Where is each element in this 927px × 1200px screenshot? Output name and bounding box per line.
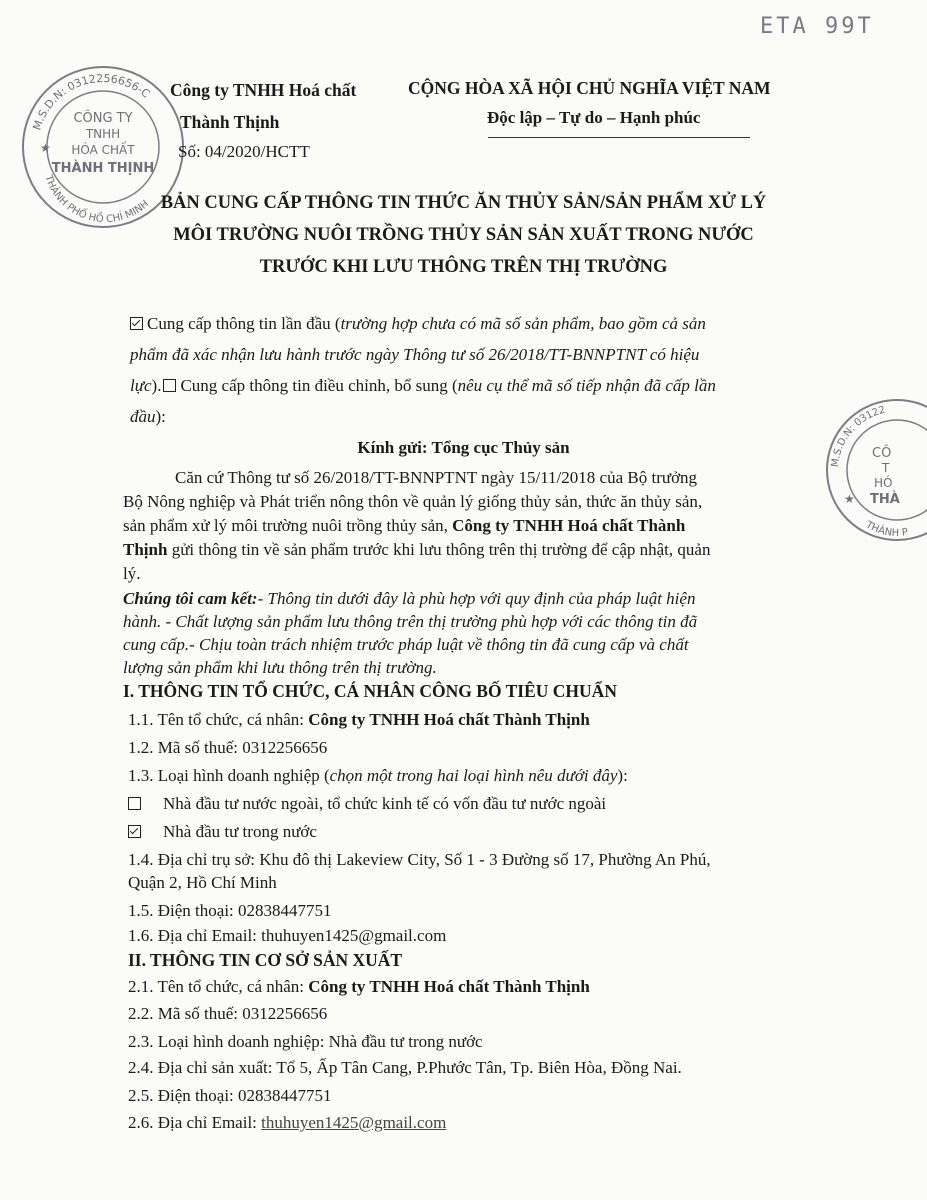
stamp-right-bottom-arc: THÀNH P	[863, 519, 909, 539]
stamp-left-top-arc: M.S.D.N: 0312256656-C	[30, 71, 153, 132]
section2-email-link[interactable]: thuhuyen1425@gmail.com	[261, 1113, 447, 1132]
stamp-left-star-icon: ★	[40, 141, 51, 155]
checkbox-empty-icon[interactable]	[163, 379, 176, 392]
section1-address-line1: 1.4. Địa chỉ trụ sở: Khu đô thị Lakeview City, Số 1 - 3 Đường số 17, Phường An Phú,	[128, 850, 711, 869]
national-motto: Độc lập – Tự do – Hạnh phúc	[487, 108, 701, 127]
stamp-left-line4: THÀNH THỊNH	[51, 161, 155, 176]
motto-underline	[488, 137, 750, 138]
stamp-right-line1: CÔ	[872, 446, 892, 461]
option-update-cont: đầu):	[130, 407, 166, 426]
option-first-time: Cung cấp thông tin lần đầu (trường hợp chưa có mã số sản phẩm, bao gồm cả sản	[130, 314, 706, 334]
document-title-line2: MÔI TRƯỜNG NUÔI TRỒNG THỦY SẢN SẢN XUẤT TRONG NƯỚC	[173, 225, 754, 245]
stamp-right-star-icon: ★	[844, 492, 855, 506]
body-line2: Bộ Nông nghiệp và Phát triển nông thôn về quản lý giống thủy sản, thức ăn thủy sản,	[123, 492, 703, 511]
section1-heading: I. THÔNG TIN TỔ CHỨC, CÁ NHÂN CÔNG BỐ TIÊU CHUẨN	[123, 681, 617, 701]
checkbox-empty-icon[interactable]	[128, 797, 141, 810]
commitment-line2: hành. - Chất lượng sản phẩm lưu thông trên thị trường phù hợp với các thông tin đã	[123, 612, 698, 631]
body-line5: lý.	[123, 564, 141, 583]
salutation: Kính gửi: Tổng cục Thủy sản	[357, 438, 570, 457]
body-line1: Căn cứ Thông tư số 26/2018/TT-BNNPTNT ngày 15/11/2018 của Bộ trưởng	[175, 468, 698, 487]
option-first-time-cont: phẩm đã xác nhận lưu hành trước ngày Thông tư số 26/2018/TT-BNNPTNT có hiệu	[130, 345, 700, 364]
checkbox-checked-icon[interactable]	[128, 825, 141, 838]
option-update: lực). Cung cấp thông tin điều chỉnh, bổ sung (nêu cụ thể mã số tiếp nhận đã cấp lần	[130, 376, 716, 395]
stamp-left-line2: TNHH	[85, 127, 121, 141]
section1-tax-code: 1.2. Mã số thuế: 0312256656	[128, 738, 328, 757]
section2-email: 2.6. Địa chỉ Email: thuhuyen1425@gmail.com	[128, 1113, 447, 1132]
stamp-left-line1: CÔNG TY	[73, 111, 133, 126]
section1-phone: 1.5. Điện thoại: 02838447751	[128, 901, 332, 920]
section2-business-type: 2.3. Loại hình doanh nghiệp: Nhà đầu tư trong nước	[128, 1032, 483, 1051]
commitment-line3: cung cấp.- Chịu toàn trách nhiệm trước pháp luật về thông tin đã cung cấp và chất	[123, 635, 689, 654]
republic-title: CỘNG HÒA XÃ HỘI CHỦ NGHĨA VIỆT NAM	[408, 78, 771, 98]
body-line3: sản phẩm xử lý môi trường nuôi trồng thủy sản, Công ty TNHH Hoá chất Thành	[123, 516, 686, 535]
company-name-line2: Thành Thịnh	[180, 112, 280, 132]
section1-address-line2: Quận 2, Hồ Chí Minh	[128, 873, 277, 892]
section1-type-domestic: Nhà đầu tư trong nước	[128, 822, 317, 842]
stamp-seal-graphic	[822, 395, 927, 545]
svg-text:THÀNH P	[863, 519, 909, 539]
document-title-line1: BẢN CUNG CẤP THÔNG TIN THỨC ĂN THỦY SẢN/SẢN PHẨM XỬ LÝ	[160, 193, 767, 213]
section1-email: 1.6. Địa chỉ Email: thuhuyen1425@gmail.com	[128, 926, 447, 945]
section1-business-type: 1.3. Loại hình doanh nghiệp (chọn một trong hai loại hình nêu dưới đây):	[128, 766, 628, 785]
section2-phone: 2.5. Điện thoại: 02838447751	[128, 1086, 332, 1105]
handwritten-code: ETA 99T	[760, 14, 874, 39]
section1-type-foreign: Nhà đầu tư nước ngoài, tổ chức kinh tế có vốn đầu tư nước ngoài	[128, 794, 606, 814]
section1-org-name: 1.1. Tên tổ chức, cá nhân: Công ty TNHH Hoá chất Thành Thịnh	[128, 710, 590, 729]
stamp-right-top-arc: M.S.D.N: 03122	[829, 404, 887, 468]
company-stamp-right	[822, 395, 927, 545]
commitment-line4: lượng sản phẩm khi lưu thông trên thị trường.	[123, 658, 437, 677]
company-name-line1: Công ty TNHH Hoá chất	[170, 80, 357, 100]
stamp-right-line4: THÀ	[870, 492, 900, 507]
document-number: Số: 04/2020/HCTT	[178, 142, 310, 161]
stamp-left-line3: HÓA CHẤT	[71, 143, 135, 157]
section2-heading: II. THÔNG TIN CƠ SỞ SẢN XUẤT	[128, 950, 403, 970]
section2-address: 2.4. Địa chỉ sản xuất: Tổ 5, Ấp Tân Cang, P.Phước Tân, Tp. Biên Hòa, Đồng Nai.	[128, 1058, 682, 1077]
section2-org-name: 2.1. Tên tổ chức, cá nhân: Công ty TNHH Hoá chất Thành Thịnh	[128, 977, 590, 996]
commitment-line1: Chúng tôi cam kết:- Thông tin dưới đây là phù hợp với quy định của pháp luật hiện	[123, 589, 696, 608]
section2-tax-code: 2.2. Mã số thuế: 0312256656	[128, 1004, 328, 1023]
document-title-line3: TRƯỚC KHI LƯU THÔNG TRÊN THỊ TRƯỜNG	[259, 257, 668, 277]
stamp-right-line2: T	[882, 461, 890, 475]
stamp-left-bottom-arc: THÀNH PHỐ HỒ CHÍ MINH	[42, 173, 152, 226]
body-line4: Thịnh gửi thông tin về sản phẩm trước khi lưu thông trên thị trường để cập nhật, quản	[123, 540, 711, 559]
checkbox-checked-icon[interactable]	[130, 317, 143, 330]
stamp-right-line3: HÓ	[874, 476, 893, 490]
